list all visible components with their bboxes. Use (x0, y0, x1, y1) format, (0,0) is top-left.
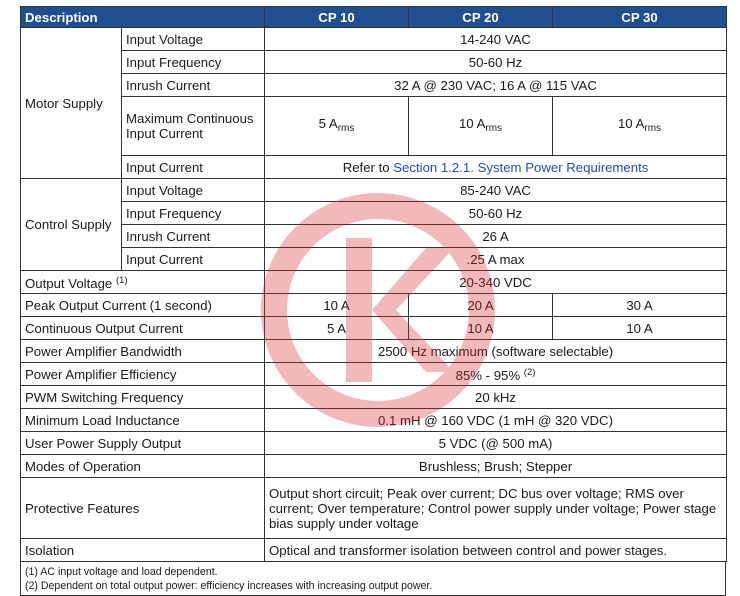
row-label: User Power Supply Output (21, 432, 265, 455)
footnotes (20, 562, 726, 596)
row-label: Input Voltage (122, 179, 265, 202)
table-row (21, 179, 727, 202)
cell-cp10: 10 A (265, 294, 409, 317)
motor-supply-group: Motor Supply (21, 28, 122, 179)
row-label: Peak Output Current (1 second) (21, 294, 265, 317)
table-row (21, 248, 727, 271)
footnote-1: (1) AC input voltage and load dependent. (25, 566, 218, 578)
table-row (21, 225, 727, 248)
table-row (21, 409, 727, 432)
spec-table-container (20, 6, 726, 596)
table-row (21, 74, 727, 97)
row-label: Power Amplifier Efficiency (21, 363, 265, 386)
row-label: Minimum Load Inductance (21, 409, 265, 432)
footnote-2: (2) Dependent on total output power: efficiency increases with increasing output power. (25, 580, 433, 592)
row-value: 2500 Hz maximum (software selectable) (265, 340, 727, 363)
table-row (21, 202, 727, 225)
table-row (21, 317, 727, 340)
value: 5 A (318, 116, 338, 131)
table-row (21, 386, 727, 409)
row-label: Input Frequency (122, 51, 265, 74)
row-value: Output short circuit; Peak over current; DC bus over voltage; RMS over current; Over temperature; Control power supply under voltage; Power stage bias supply under voltage (265, 478, 727, 539)
cell-cp30: 30 A (553, 294, 727, 317)
table-row (21, 97, 727, 156)
spec-table (20, 6, 727, 562)
footnote-ref: (2) (523, 367, 536, 378)
footnote-ref: (1) (115, 275, 128, 286)
row-label: Inrush Current (122, 225, 265, 248)
row-value: 26 A (265, 225, 727, 248)
cell-cp10: 5 A (265, 317, 409, 340)
table-row (21, 51, 727, 74)
table-row (21, 340, 727, 363)
header-cp10: CP 10 (265, 7, 409, 28)
subscript: rms (644, 123, 662, 134)
row-value: 50-60 Hz (265, 51, 727, 74)
row-value: Brushless; Brush; Stepper (265, 455, 727, 478)
row-value: .25 A max (265, 248, 727, 271)
row-value: 32 A @ 230 VAC; 16 A @ 115 VAC (265, 74, 727, 97)
table-row (21, 432, 727, 455)
subscript: rms (337, 123, 355, 134)
row-label: Isolation (21, 539, 265, 562)
row-label: PWM Switching Frequency (21, 386, 265, 409)
row-value: 20-340 VDC (265, 271, 727, 294)
table-row (21, 271, 727, 294)
row-value: 0.1 mH @ 160 VDC (1 mH @ 320 VDC) (265, 409, 727, 432)
section-link[interactable]: Section 1.2.1. System Power Requirements (393, 159, 649, 175)
row-label: Power Amplifier Bandwidth (21, 340, 265, 363)
row-label: Modes of Operation (21, 455, 265, 478)
row-label: Protective Features (21, 478, 265, 539)
row-value: 5 VDC (@ 500 mA) (265, 432, 727, 455)
row-label: Continuous Output Current (21, 317, 265, 340)
cell-cp20: 20 A (409, 294, 553, 317)
label-text: Output Voltage (25, 276, 113, 291)
table-row (21, 363, 727, 386)
cell-cp30 (553, 97, 727, 156)
cell-cp30: 10 A (553, 317, 727, 340)
row-label: Maximum Continuous Input Current (122, 97, 265, 156)
row-label: Input Voltage (122, 28, 265, 51)
row-value: 14-240 VAC (265, 28, 727, 51)
row-label: Input Current (122, 248, 265, 271)
header-description: Description (21, 7, 265, 28)
table-row (21, 156, 727, 179)
header-cp20: CP 20 (409, 7, 553, 28)
cell-cp20 (409, 97, 553, 156)
row-label: Input Current (122, 156, 265, 179)
text: Refer to (342, 159, 394, 175)
value: 85% - 95% (455, 368, 521, 383)
row-value (265, 363, 727, 386)
value: 10 A (617, 116, 645, 131)
cell-cp20: 10 A (409, 317, 553, 340)
header-row (21, 7, 727, 28)
row-value (265, 156, 727, 179)
table-row (21, 539, 727, 562)
value: 10 A (458, 116, 486, 131)
subscript: rms (485, 123, 503, 134)
row-value: Optical and transformer isolation between control and power stages. (265, 539, 727, 562)
control-supply-group: Control Supply (21, 179, 122, 271)
row-value: 50-60 Hz (265, 202, 727, 225)
table-row (21, 28, 727, 51)
header-cp30: CP 30 (553, 7, 727, 28)
row-value: 85-240 VAC (265, 179, 727, 202)
row-label: Inrush Current (122, 74, 265, 97)
row-value: 20 kHz (265, 386, 727, 409)
table-row (21, 294, 727, 317)
row-label: Input Frequency (122, 202, 265, 225)
table-row (21, 455, 727, 478)
cell-cp10 (265, 97, 409, 156)
row-label (21, 271, 265, 294)
table-row (21, 478, 727, 539)
